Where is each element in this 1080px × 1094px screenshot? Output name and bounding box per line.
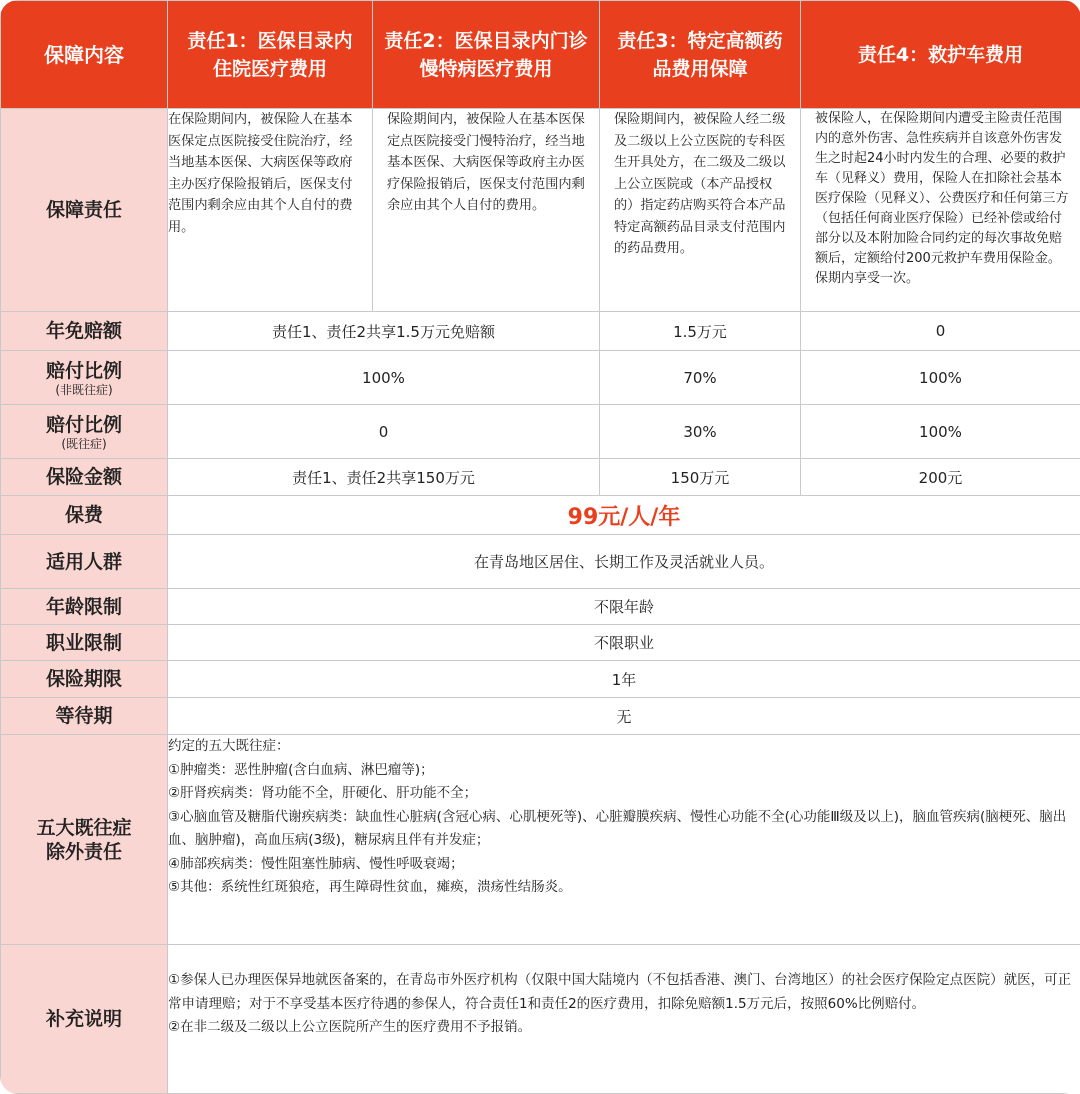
row-label-ratio-normal [1,351,168,405]
row-label-age: 年龄限制 [1,589,168,625]
exclusions-line: 约定的五大既往症： [168,735,1080,759]
age-row [1,589,1080,625]
exclusions-line: ②肝肾疾病类：肾功能不全，肝硬化、肝功能不全； [168,782,1080,806]
row-label-term: 保险期限 [1,661,168,698]
row-label-ratio-pre [1,405,168,459]
ratio-pre-row [1,405,1080,459]
header-responsibility-2: 责任2：医保目录内门诊慢特病医疗费用 [373,1,600,109]
deductible-row [1,312,1080,351]
deductible-r12: 责任1、责任2共享1.5万元免赔额 [168,312,600,351]
responsibility-row [1,109,1080,312]
exclusions-label-line2: 除外责任 [1,840,167,864]
exclusions-label-line1: 五大既往症 [1,816,167,840]
header-row [1,1,1080,109]
ratio-pre-sublabel: (既往症) [1,437,167,451]
exclusions-text [168,735,1080,945]
term-value: 1年 [168,661,1080,698]
ratio-normal-label: 赔付比例 [46,360,122,382]
term-row [1,661,1080,698]
row-label-responsibility: 保障责任 [1,109,168,312]
deductible-r4: 0 [801,312,1080,351]
header-responsibility-4: 责任4：救护车费用 [801,1,1080,109]
exclusions-line: ⑤其他：系统性红斑狼疮，再生障碍性贫血，瘫痪，溃疡性结肠炎。 [168,876,1080,900]
occupation-value: 不限职业 [168,625,1080,661]
notes-line: ②在非二级及二级以上公立医院所产生的医疗费用不予报销。 [168,1016,1080,1040]
notes-line: ①参保人已办理医保异地就医备案的，在青岛市外医疗机构（仅限中国大陆境内（不包括香港、澳门、台湾地区）的社会医疗保险定点医院）就医，可正常申请理赔；对于不享受基本医疗待遇的参保人，符合责任1和责任2的医疗费用，扣除免赔额1.5万元后，按照60%比例赔付。 [168,969,1080,1016]
row-label-waiting: 等待期 [1,698,168,735]
ratio-normal-sublabel: (非既往症) [1,383,167,397]
responsibility-4-text: 被保险人，在保险期间内遭受主险责任范围内的意外伤害、急性疾病并自该意外伤害发生之时起24小时内发生的合理、必要的救护车（见释义）费用，保险人在扣除社会基本医疗保险（见释义）、公费医疗和任何第三方（包括任何商业医疗保险）已经补偿或给付部分以及本附加险合同约定的每次事故免赔额后，定额给付200元救护车费用保险金。保期内享受一次。 [801,109,1080,312]
ratio-pre-r3: 30% [600,405,801,459]
row-label-occupation: 职业限制 [1,625,168,661]
notes-row [1,945,1080,1094]
insured-amount-r12: 责任1、责任2共享150万元 [168,459,600,496]
row-label-eligible: 适用人群 [1,535,168,589]
insured-amount-r3: 150万元 [600,459,801,496]
exclusions-line: ①肿瘤类：恶性肿瘤(含白血病、淋巴瘤等)； [168,759,1080,783]
exclusions-line: ④肺部疾病类：慢性阻塞性肺病、慢性呼吸衰竭； [168,853,1080,877]
responsibility-3-text: 保险期间内，被保险人经二级及二级以上公立医院的专科医生开具处方，在二级及二级以上公立医院或（本产品授权的）指定药店购买符合本产品特定高额药品目录支付范围内的药品费用。 [600,109,801,312]
ratio-normal-r12: 100% [168,351,600,405]
row-label-notes: 补充说明 [1,945,168,1094]
row-label-deductible: 年免赔额 [1,312,168,351]
row-label-exclusions [1,735,168,945]
ratio-normal-r3: 70% [600,351,801,405]
ratio-pre-r12: 0 [168,405,600,459]
premium-row [1,496,1080,535]
deductible-r3: 1.5万元 [600,312,801,351]
insured-amount-row [1,459,1080,496]
waiting-value: 无 [168,698,1080,735]
row-label-premium: 保费 [1,496,168,535]
ratio-normal-r4: 100% [801,351,1080,405]
header-coverage-content: 保障内容 [1,1,168,109]
age-value: 不限年龄 [168,589,1080,625]
premium-value: 99元/人/年 [168,496,1080,535]
eligible-value: 在青岛地区居住、长期工作及灵活就业人员。 [168,535,1080,589]
exclusions-line: ③心脑血管及糖脂代谢疾病类：缺血性心脏病(含冠心病、心肌梗死等)、心脏瓣膜疾病、慢性心功能不全(心功能Ⅲ级及以上)，脑血管疾病(脑梗死、脑出血、脑肿瘤)，高血压病(3级)，糖尿病且伴有并发症； [168,806,1080,853]
insured-amount-r4: 200元 [801,459,1080,496]
waiting-row [1,698,1080,735]
responsibility-2-text: 保险期间内，被保险人在基本医保定点医院接受门慢特治疗，经当地基本医保、大病医保等政府主办医疗保险报销后，医保支付范围内剩余应由其个人自付的费用。 [373,109,600,312]
exclusions-row [1,735,1080,945]
ratio-pre-label: 赔付比例 [46,414,122,436]
header-responsibility-1: 责任1：医保目录内住院医疗费用 [168,1,373,109]
ratio-pre-r4: 100% [801,405,1080,459]
header-responsibility-3: 责任3：特定高额药品费用保障 [600,1,801,109]
row-label-insured-amount: 保险金额 [1,459,168,496]
ratio-normal-row [1,351,1080,405]
occupation-row [1,625,1080,661]
responsibility-1-text: 在保险期间内，被保险人在基本医保定点医院接受住院治疗，经当地基本医保、大病医保等政府主办医疗保险报销后，医保支付范围内剩余应由其个人自付的费用。 [168,109,373,312]
notes-text [168,945,1080,1094]
eligible-row [1,535,1080,589]
